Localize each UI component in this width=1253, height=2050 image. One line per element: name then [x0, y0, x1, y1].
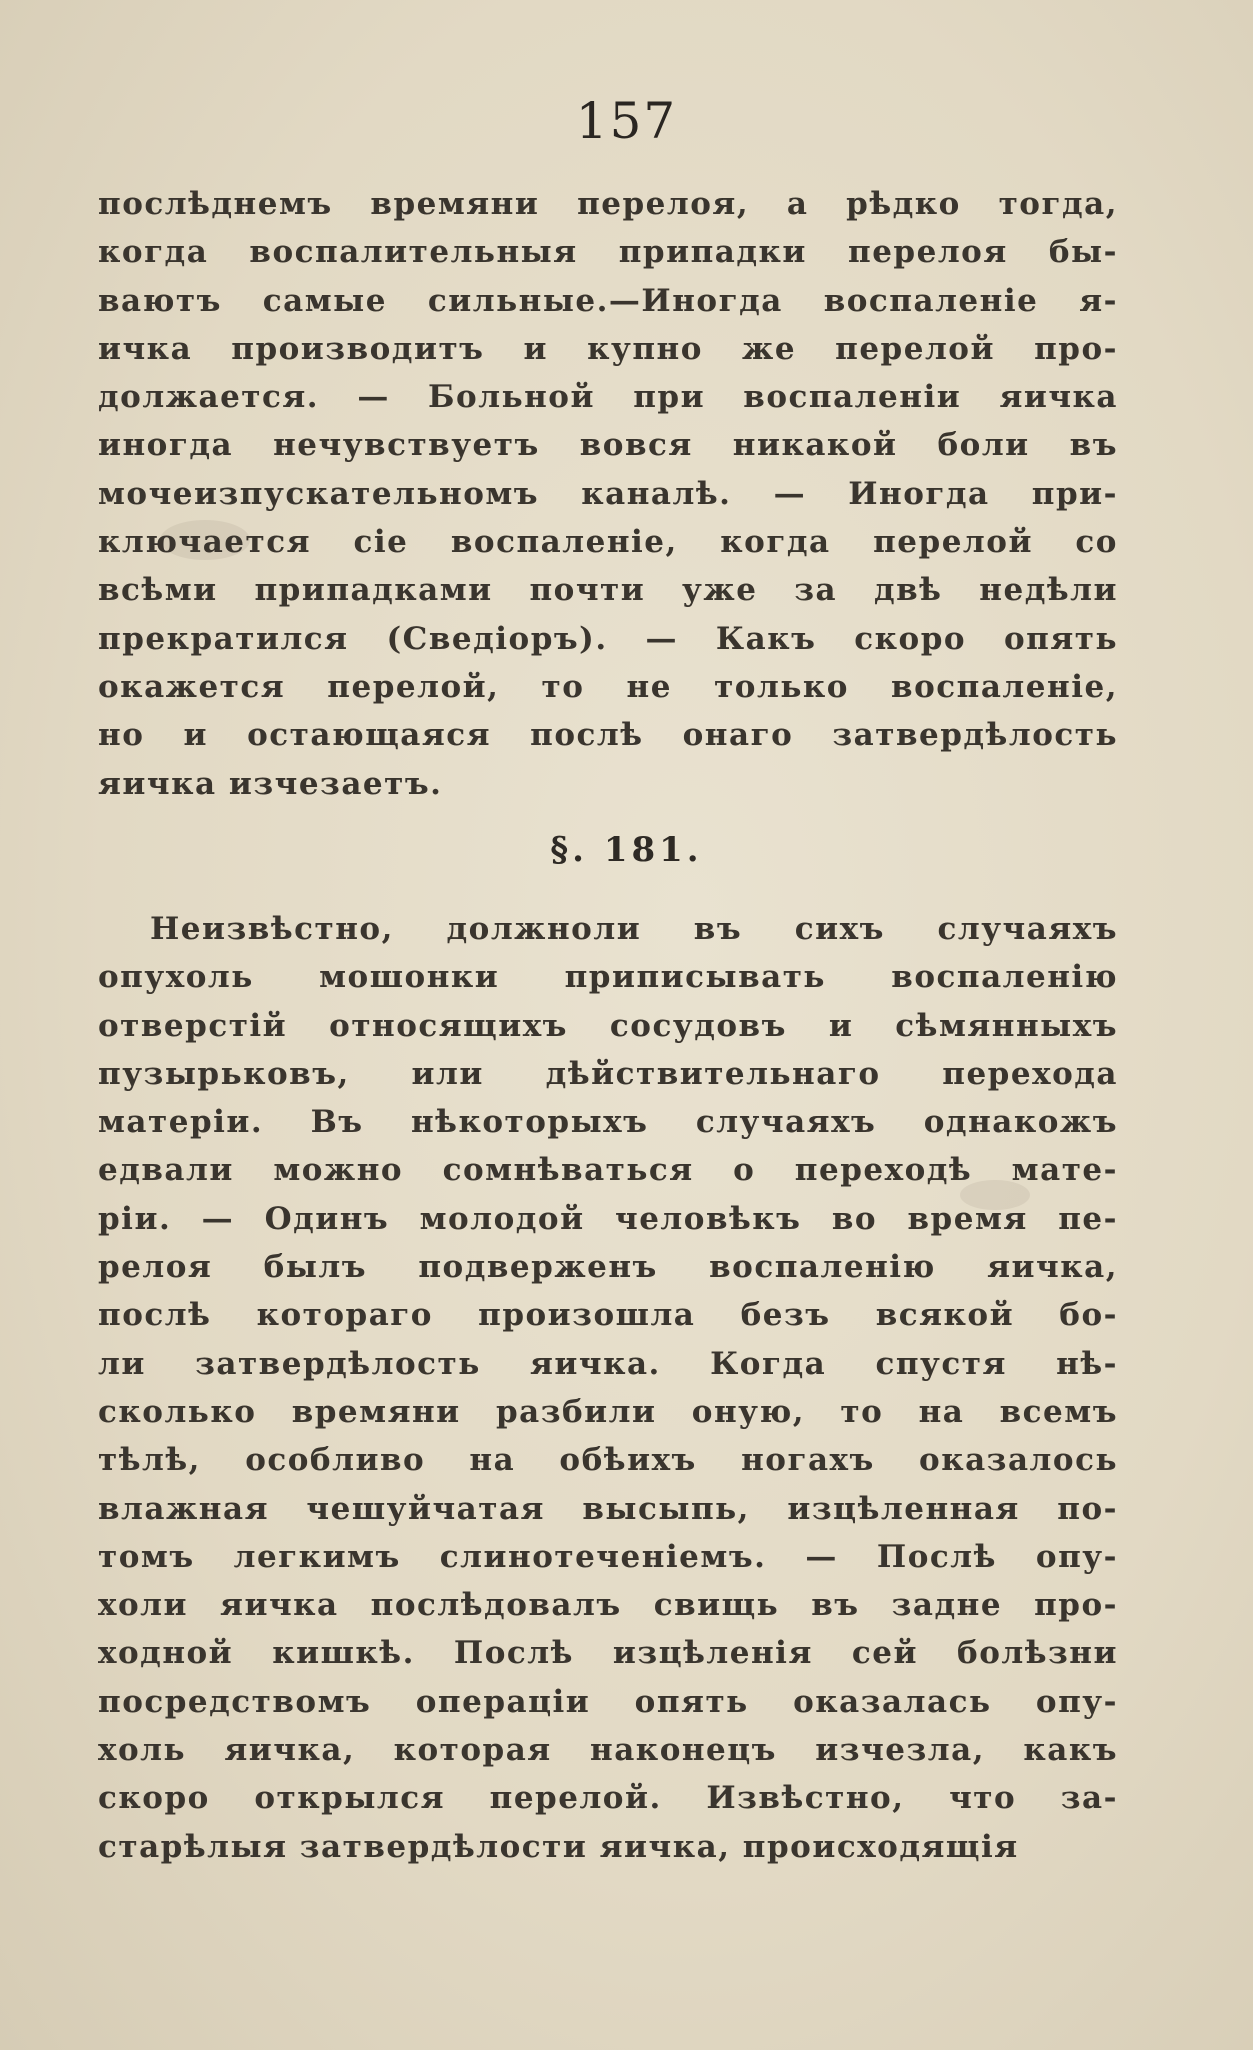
text-line: ріи. — Одинъ молодой человѣкъ во время пе- — [98, 1200, 1118, 1237]
text-line: холи яичка послѣдовалъ свищь въ задне про- — [98, 1587, 1118, 1624]
text-line: посредствомъ операціи опять оказалась опу- — [98, 1683, 1118, 1720]
text-line: яичка изчезаетъ. — [98, 765, 443, 802]
text-line: ходной кишкѣ. Послѣ изцѣленія сей болѣзни — [98, 1635, 1118, 1672]
paragraph-1 — [98, 180, 1118, 808]
paragraph-2 — [98, 905, 1118, 1871]
text-line: иногда нечувствуетъ вовся никакой боли въ — [98, 427, 1118, 464]
text-line: тѣлѣ, особливо на обѣихъ ногахъ оказалось — [98, 1442, 1118, 1479]
text-line: скоро открылся перелой. Извѣстно, что за- — [98, 1780, 1118, 1817]
text-line: послѣ котораго произошла безъ всякой бо- — [98, 1297, 1118, 1334]
text-line: должается. — Больной при воспаленіи яичка — [98, 379, 1118, 416]
text-line: когда воспалительныя припадки перелоя бы- — [98, 234, 1118, 271]
text-line: мочеизпускательномъ каналѣ. — Иногда при- — [98, 475, 1118, 512]
text-line: Неизвѣстно, должноли въ сихъ случаяхъ — [150, 911, 1118, 947]
text-line: сколько времяни разбили оную, то на всемъ — [98, 1393, 1118, 1430]
text-line: пузырьковъ, или дѣйствительнаго перехода — [98, 1055, 1118, 1092]
text-line: ли затвердѣлость яичка. Когда спустя нѣ- — [98, 1345, 1118, 1382]
text-line: матеріи. Въ нѣкоторыхъ случаяхъ однакожъ — [98, 1104, 1118, 1141]
text-line: ичка производитъ и купно же перелой про- — [98, 330, 1118, 367]
text-line: влажная чешуйчатая высыпь, изцѣленная по- — [98, 1490, 1118, 1527]
text-line: окажется перелой, то не только воспаленіе, — [98, 668, 1118, 705]
text-line: всѣми припадками почти уже за двѣ недѣли — [98, 572, 1118, 609]
text-line: холь яичка, которая наконецъ изчезла, какъ — [98, 1732, 1118, 1769]
section-heading: §. 181. — [550, 830, 703, 870]
text-line: релоя былъ подверженъ воспаленію яичка, — [98, 1249, 1118, 1286]
text-line: едвали можно сомнѣваться о переходѣ мате- — [98, 1152, 1118, 1189]
text-line: опухоль мошонки приписывать воспаленію — [98, 959, 1118, 996]
text-line: ключается сіе воспаленіе, когда перелой со — [98, 524, 1118, 561]
text-line: послѣднемъ времяни перелоя, а рѣдко тогда, — [98, 186, 1118, 222]
text-line: прекратился (Сведіоръ). — Какъ скоро опять — [98, 620, 1118, 657]
text-line: ваютъ самые сильные.—Иногда воспаленіе я- — [98, 282, 1118, 319]
text-line: томъ легкимъ слинотеченіемъ. — Послѣ опу- — [98, 1538, 1118, 1575]
page-number: 157 — [575, 92, 678, 150]
text-line: но и остающаяся послѣ онаго затвердѣлость — [98, 717, 1118, 754]
text-line: отверстій относящихъ сосудовъ и сѣмянныхъ — [98, 1007, 1118, 1044]
text-line: старѣлыя затвердѣлости яичка, происходящія — [98, 1828, 1019, 1865]
